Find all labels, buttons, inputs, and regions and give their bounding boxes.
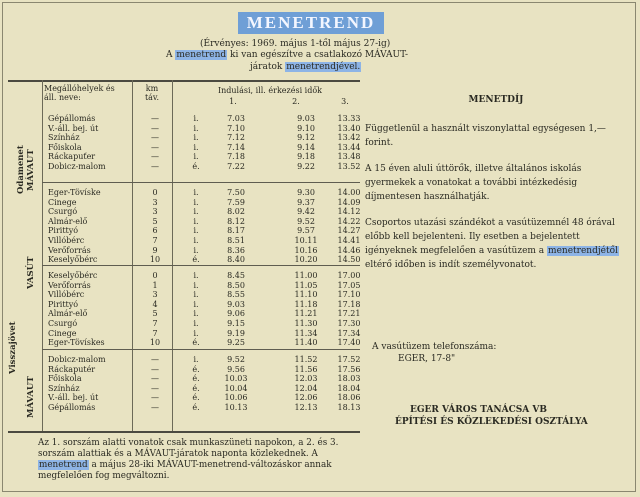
time-col1: 8.50 [227, 280, 245, 290]
header-col2: 2. [292, 97, 300, 106]
time-col2: 11.21 [294, 309, 318, 319]
time-col1: 8.17 [227, 226, 245, 236]
station-name: Ráckapuťer [48, 152, 96, 162]
distance-km: 10 [149, 255, 161, 265]
time-col1: 8.45 [227, 271, 245, 280]
intro-text: ki van egészítve a csatlakozó MÁVAUT- [230, 50, 409, 60]
time-col2: 9.57 [297, 226, 315, 236]
distance-km: — [151, 355, 159, 364]
time-col2: 12.04 [294, 383, 318, 393]
time-col1: 9.25 [227, 338, 245, 348]
phone-value: EGER, 17-8" [398, 354, 456, 364]
time-col1: 9.56 [227, 364, 245, 374]
station-name: Verőforrás [48, 280, 91, 290]
time-col2: 11.10 [294, 290, 318, 300]
time-col2: 9.52 [297, 216, 315, 226]
arr-dep-flag: i. [193, 245, 199, 255]
time-col2: 10.20 [294, 255, 318, 265]
station-name: Dobicz-malom [48, 355, 106, 364]
station-name: V.-áll. bej. út [48, 123, 99, 133]
col-divider [172, 80, 173, 431]
menetdij-highlight-menetrendjetol: menetrendjétől [548, 246, 618, 256]
distance-km: 7 [152, 319, 158, 328]
time-col2: 11.34 [294, 328, 318, 338]
time-col2: 11.05 [294, 280, 318, 290]
time-col1: 8.36 [227, 245, 245, 255]
station-name: Dobicz-malom [48, 162, 106, 171]
distance-km: 3 [152, 290, 158, 300]
distance-km: 0 [152, 188, 158, 197]
station-name: Keselyőbérc [48, 271, 98, 280]
time-col3: 13.52 [337, 162, 361, 171]
time-col2: 11.56 [294, 364, 318, 374]
time-col3: 17.00 [337, 271, 361, 280]
footer-note [38, 438, 360, 482]
time-col1: 9.03 [227, 299, 245, 309]
time-col1: 8.51 [227, 236, 245, 245]
time-col1: 9.15 [227, 319, 245, 328]
station-name: Pirittyó [48, 226, 79, 236]
time-col2: 11.18 [294, 299, 318, 309]
arr-dep-flag: i. [193, 197, 199, 207]
time-col3: 14.00 [337, 188, 361, 197]
time-col3: 13.44 [337, 142, 361, 152]
distance-km: 7 [152, 236, 158, 245]
arr-dep-flag: é. [192, 403, 200, 412]
station-name: Főiskola [48, 374, 82, 384]
time-col3: 17.18 [337, 299, 361, 309]
distance-km: — [151, 393, 159, 403]
distance-km: 9 [152, 245, 158, 255]
time-col2: 9.30 [297, 188, 315, 197]
time-col2: 11.40 [294, 338, 318, 348]
intro-a: A [166, 50, 173, 60]
time-col2: 12.03 [294, 374, 318, 384]
distance-km: 7 [152, 328, 158, 338]
time-col1: 8.12 [227, 216, 245, 226]
distance-km: — [151, 152, 159, 162]
menetdij-panel [365, 93, 627, 272]
time-col3: 18.13 [337, 403, 361, 412]
menetdij-p3 [365, 216, 627, 272]
station-name: Verőforrás [48, 245, 91, 255]
time-col2: 9.42 [297, 207, 315, 217]
time-col1: 10.06 [224, 393, 248, 403]
arr-dep-flag: i. [193, 299, 199, 309]
time-col1: 9.19 [227, 328, 245, 338]
distance-km: — [151, 364, 159, 374]
page-title: MENETREND [238, 12, 384, 34]
time-col2: 12.13 [294, 403, 318, 412]
station-name: Eger-Tövískes [48, 338, 105, 348]
group-separator [42, 265, 360, 266]
time-col1: 7.18 [227, 152, 245, 162]
arr-dep-flag: é. [192, 383, 200, 393]
time-col1: 7.22 [227, 162, 245, 171]
distance-km: 3 [152, 207, 158, 217]
arr-dep-flag: i. [193, 133, 199, 143]
time-col2: 9.18 [297, 152, 315, 162]
time-col3: 13.40 [337, 123, 361, 133]
arr-dep-flag: i. [193, 319, 199, 328]
time-col3: 18.04 [337, 383, 361, 393]
intro-line-2 [250, 62, 361, 72]
arr-dep-flag: i. [193, 355, 199, 364]
distance-km: 6 [152, 226, 158, 236]
arr-dep-flag: i. [193, 309, 199, 319]
time-col1: 7.10 [227, 123, 245, 133]
time-col1: 10.13 [224, 403, 248, 412]
station-name: V.-áll. bej. út [48, 393, 99, 403]
station-name: Keselyőbérc [48, 255, 98, 265]
org-line-2: ÉPÍTÉSI ÉS KÖZLEKEDÉSI OSZTÁLYA [395, 417, 588, 427]
station-name: Villóbérc [48, 236, 85, 245]
header-km: km táv. [144, 84, 160, 102]
time-col2: 12.06 [294, 393, 318, 403]
time-col3: 17.34 [337, 328, 361, 338]
station-name: Cinege [48, 328, 77, 338]
time-col3: 14.22 [337, 216, 361, 226]
station-name: Színház [48, 383, 80, 393]
station-name: Almár-elő [48, 216, 88, 226]
distance-km: 1 [152, 280, 158, 290]
time-col3: 17.10 [337, 290, 361, 300]
station-name: Csurgó [48, 319, 78, 328]
group-separator [42, 349, 360, 350]
distance-km: — [151, 123, 159, 133]
station-name: Eger-Tövíske [48, 188, 101, 197]
menetdij-p3-after: eltérő időben is indít személyvonatot. [365, 260, 537, 270]
header-times: Indulási, ill. érkezési idők [217, 86, 323, 95]
arr-dep-flag: é. [192, 338, 200, 348]
time-col1: 8.40 [227, 255, 245, 265]
arr-dep-flag: é. [192, 393, 200, 403]
arr-dep-flag: i. [193, 226, 199, 236]
time-col2: 9.37 [297, 197, 315, 207]
arr-dep-flag: i. [193, 271, 199, 280]
distance-km: 5 [152, 216, 158, 226]
arr-dep-flag: i. [193, 114, 199, 123]
time-col3: 14.12 [337, 207, 361, 217]
time-col2: 9.03 [297, 114, 315, 123]
menetdij-p3-before: Csoportos utazási szándékot a vasútüzemnél 48 órával előbb kell bejelenteni. Ily esetben a bejelentett igényeknek megfelelően a vasútüzem a [365, 218, 615, 256]
footer-highlight-menetrend: menetrend [39, 460, 88, 470]
time-col3: 14.09 [337, 197, 361, 207]
arr-dep-flag: i. [193, 216, 199, 226]
header-col3: 3. [341, 97, 349, 106]
station-name: Színház [48, 133, 80, 143]
distance-km: — [151, 142, 159, 152]
station-name: Gépállomás [48, 403, 96, 412]
header-place: Megállóhelyek és áll. neve: [44, 84, 115, 102]
time-col1: 10.03 [224, 374, 248, 384]
time-col1: 9.52 [227, 355, 245, 364]
header-col1: 1. [229, 97, 237, 106]
time-col3: 17.21 [337, 309, 361, 319]
group-separator [42, 182, 360, 183]
time-col1: 8.02 [227, 207, 245, 217]
validity-line: (Érvényes: 1969. május 1-től május 27-ig) [200, 39, 391, 49]
distance-km: — [151, 114, 159, 123]
station-name: Cinege [48, 197, 77, 207]
distance-km: — [151, 383, 159, 393]
time-col1: 7.59 [227, 197, 245, 207]
intro-jaratok: járatok [250, 62, 283, 72]
distance-km: 4 [152, 299, 158, 309]
distance-km: — [151, 374, 159, 384]
time-col1: 7.03 [227, 114, 245, 123]
time-col1: 10.04 [224, 383, 248, 393]
arr-dep-flag: i. [193, 142, 199, 152]
time-col2: 10.11 [294, 236, 318, 245]
time-col3: 13.42 [337, 133, 361, 143]
time-col3: 18.06 [337, 393, 361, 403]
distance-km: 10 [149, 338, 161, 348]
menetdij-title: MENETDÍJ [468, 95, 524, 105]
station-name: Főiskola [48, 142, 82, 152]
arr-dep-flag: i. [193, 207, 199, 217]
time-col3: 17.30 [337, 319, 361, 328]
footer-text-1: Az 1. sorszám alatti vonatok csak munkaszüneti napokon, a 2. és 3. sorszám alattiak és a MÁVAUT-járatok naponta közlekednek. A [38, 438, 339, 459]
time-col3: 14.50 [337, 255, 361, 265]
station-name: Csurgó [48, 207, 78, 217]
time-col2: 9.10 [297, 123, 315, 133]
menetdij-p2: A 15 éven aluli úttörők, illetve általános iskolás gyermekek a vonatokat a további intézkedésig díjmentesen használhatják. [365, 164, 582, 202]
arr-dep-flag: i. [193, 188, 199, 197]
arr-dep-flag: i. [193, 123, 199, 133]
distance-km: 0 [152, 271, 158, 280]
col-divider [42, 80, 43, 431]
intro-line-1 [166, 50, 408, 60]
arr-dep-flag: é. [192, 374, 200, 384]
arr-dep-flag: i. [193, 152, 199, 162]
arr-dep-flag: é. [192, 255, 200, 265]
time-col3: 17.05 [337, 280, 361, 290]
station-name: Ráckaputér [48, 364, 96, 374]
time-col1: 8.55 [227, 290, 245, 300]
station-name: Villóbérc [48, 290, 85, 300]
time-col2: 9.22 [297, 162, 315, 171]
time-col2: 11.00 [294, 271, 318, 280]
distance-km: — [151, 162, 159, 171]
time-col2: 11.52 [294, 355, 318, 364]
time-col2: 10.16 [294, 245, 318, 255]
time-col3: 18.03 [337, 374, 361, 384]
arr-dep-flag: é. [192, 364, 200, 374]
arr-dep-flag: é. [192, 162, 200, 171]
station-name: Pirittyó [48, 299, 79, 309]
time-col1: 7.12 [227, 133, 245, 143]
time-col3: 17.52 [337, 355, 361, 364]
time-col1: 7.50 [227, 188, 245, 197]
group-label-visszajovet: Visszajövet [8, 321, 18, 375]
arr-dep-flag: i. [193, 236, 199, 245]
time-col3: 13.48 [337, 152, 361, 162]
arr-dep-flag: i. [193, 328, 199, 338]
distance-km: 5 [152, 309, 158, 319]
intro-highlight-menetrendjevel: menetrendjével. [286, 62, 361, 72]
time-col3: 17.56 [337, 364, 361, 374]
time-col3: 14.27 [337, 226, 361, 236]
group-label-odamenet: Odamenet MÁVAUT [16, 145, 36, 195]
group-label-vasut: VASÚT [26, 256, 36, 290]
menetdij-p1: Függetlenül a használt viszonylattal egységesen 1,— forint. [365, 124, 606, 148]
station-name: Gépállomás [48, 114, 96, 123]
time-col2: 9.12 [297, 133, 315, 143]
time-col3: 13.33 [337, 114, 361, 123]
col-divider [132, 80, 133, 431]
time-col3: 14.46 [337, 245, 361, 255]
distance-km: — [151, 403, 159, 412]
footer-text-2: a május 28-iki MÁVAUT-menetrend-változáskor annak megfelelően fog megváltozni. [38, 460, 332, 481]
time-col2: 11.30 [294, 319, 318, 328]
intro-highlight-menetrend: menetrend [176, 50, 227, 60]
distance-km: 3 [152, 197, 158, 207]
distance-km: — [151, 133, 159, 143]
arr-dep-flag: i. [193, 290, 199, 300]
time-col3: 14.41 [337, 236, 361, 245]
phone-label: A vasútüzem telefonszáma: [372, 342, 497, 352]
time-col2: 9.14 [297, 142, 315, 152]
station-name: Almár-elő [48, 309, 88, 319]
time-col1: 7.14 [227, 142, 245, 152]
arr-dep-flag: i. [193, 280, 199, 290]
org-line-1: EGER VÁROS TANÁCSA VB [410, 405, 548, 415]
time-col1: 9.06 [227, 309, 245, 319]
time-col3: 17.40 [337, 338, 361, 348]
group-label-mavaut: MÁVAUT [26, 376, 36, 418]
